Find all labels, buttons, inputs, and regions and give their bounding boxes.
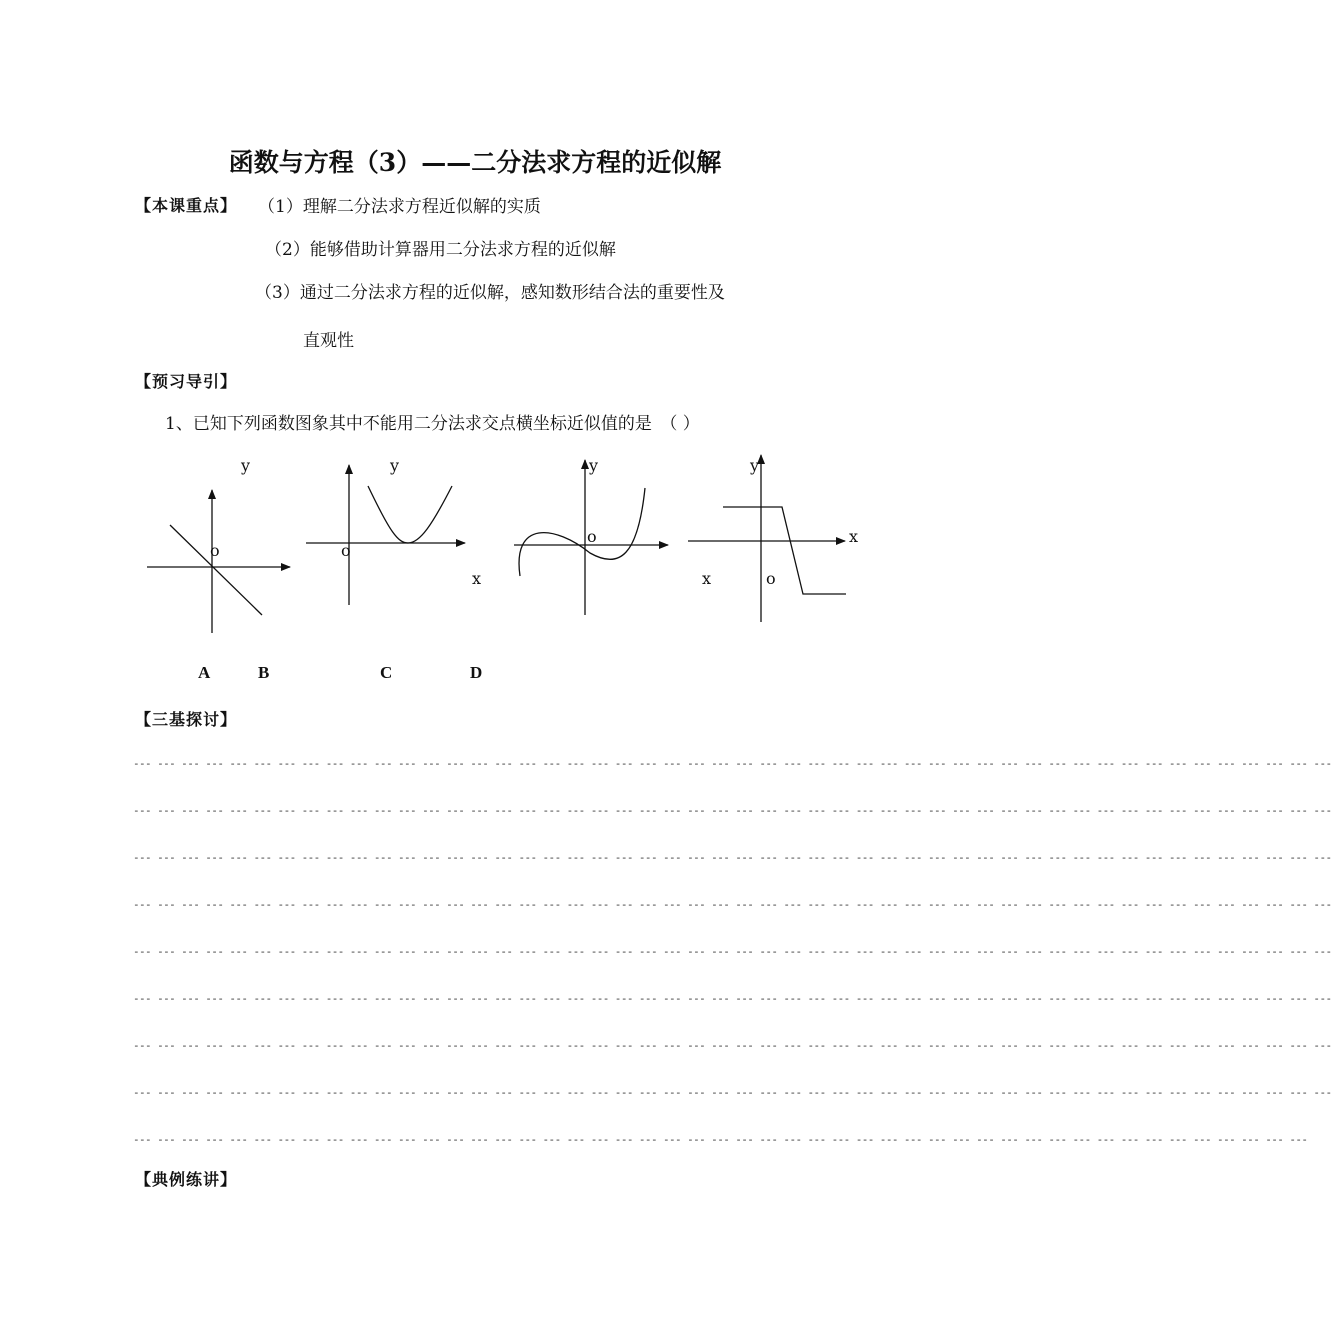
answer-line-3: --- --- --- --- --- --- --- --- --- --- --- --- --- --- --- --- --- --- --- --- --- --- --- --- --- --- --- --- --- --- --- --- --- --- --- --- --- --- --- --- --- --- --- --- --- --- --- --- --- ---	[133, 851, 1332, 864]
graph-b-origin-label: o	[341, 541, 351, 560]
answer-line-2: --- --- --- --- --- --- --- --- --- --- --- --- --- --- --- --- --- --- --- --- --- --- --- --- --- --- --- --- --- --- --- --- --- --- --- --- --- --- --- --- --- --- --- --- --- --- --- --- --- ---	[133, 804, 1332, 817]
answer-line-5: --- --- --- --- --- --- --- --- --- --- --- --- --- --- --- --- --- --- --- --- --- --- --- --- --- --- --- --- --- --- --- --- --- --- --- --- --- --- --- --- --- --- --- --- --- --- --- --- --- ---	[133, 945, 1332, 958]
key-point-1: （1）理解二分法求方程近似解的实质	[258, 197, 541, 217]
answer-line-8: --- --- --- --- --- --- --- --- --- --- --- --- --- --- --- --- --- --- --- --- --- --- --- --- --- --- --- --- --- --- --- --- --- --- --- --- --- --- --- --- --- --- --- --- --- --- --- --- --- ---	[133, 1086, 1332, 1099]
section-heading-examples: 【典例练讲】	[135, 1170, 238, 1189]
graph-a-origin-label: o	[210, 541, 220, 560]
option-d: D	[470, 663, 483, 682]
key-point-2: （2）能够借助计算器用二分法求方程的近似解	[265, 240, 616, 260]
graph-d	[688, 455, 846, 622]
graph-c-origin-label: o	[587, 527, 597, 546]
answer-line-7: --- --- --- --- --- --- --- --- --- --- --- --- --- --- --- --- --- --- --- --- --- --- --- --- --- --- --- --- --- --- --- --- --- --- --- --- --- --- --- --- --- --- --- --- --- --- --- --- --- ---	[133, 1039, 1332, 1052]
option-a: A	[198, 663, 211, 682]
page-title: 函数与方程（3）——二分法求方程的近似解	[228, 148, 722, 177]
answer-line-1: --- --- --- --- --- --- --- --- --- --- --- --- --- --- --- --- --- --- --- --- --- --- --- --- --- --- --- --- --- --- --- --- --- --- --- --- --- --- --- --- --- --- --- --- --- --- --- --- --- ---	[133, 757, 1332, 770]
option-b: B	[258, 663, 270, 682]
key-point-3: （3）通过二分法求方程的近似解，感知数形结合法的重要性及	[255, 283, 725, 303]
graph-d-x-label-right: x	[849, 527, 859, 546]
graph-d-origin-label: o	[766, 569, 776, 588]
section-heading-discussion: 【三基探讨】	[135, 710, 238, 729]
graph-b-curve	[368, 486, 452, 543]
question-1: 1、已知下列函数图象其中不能用二分法求交点横坐标近似值的是 （ ）	[165, 414, 700, 434]
graph-b-y-label: y	[390, 456, 400, 475]
graph-c-curve	[519, 488, 645, 576]
option-c: C	[380, 663, 393, 682]
answer-line-6: --- --- --- --- --- --- --- --- --- --- --- --- --- --- --- --- --- --- --- --- --- --- --- --- --- --- --- --- --- --- --- --- --- --- --- --- --- --- --- --- --- --- --- --- --- --- --- --- --- ---	[133, 992, 1332, 1005]
graph-a	[147, 490, 290, 633]
section-heading-key-points: 【本课重点】	[135, 196, 238, 215]
answer-line-9: --- --- --- --- --- --- --- --- --- --- --- --- --- --- --- --- --- --- --- --- --- --- --- --- --- --- --- --- --- --- --- --- --- --- --- --- --- --- --- --- --- --- --- --- --- --- --- --- ---	[133, 1133, 1308, 1146]
graph-a-curve	[170, 525, 262, 615]
answer-line-4: --- --- --- --- --- --- --- --- --- --- --- --- --- --- --- --- --- --- --- --- --- --- --- --- --- --- --- --- --- --- --- --- --- --- --- --- --- --- --- --- --- --- --- --- --- --- --- --- --- ---	[133, 898, 1332, 911]
graph-c-y-label: y	[589, 456, 599, 475]
key-point-3-continued: 直观性	[303, 331, 354, 351]
section-heading-preview: 【预习导引】	[135, 372, 238, 391]
function-graphs	[0, 0, 950, 700]
graph-d-curve	[723, 507, 846, 594]
graph-b-x-label: x	[472, 569, 482, 588]
graph-d-y-label: y	[750, 456, 760, 475]
graph-d-x-label-left: x	[702, 569, 712, 588]
graph-b	[306, 465, 465, 605]
graph-a-y-label: y	[241, 456, 251, 475]
